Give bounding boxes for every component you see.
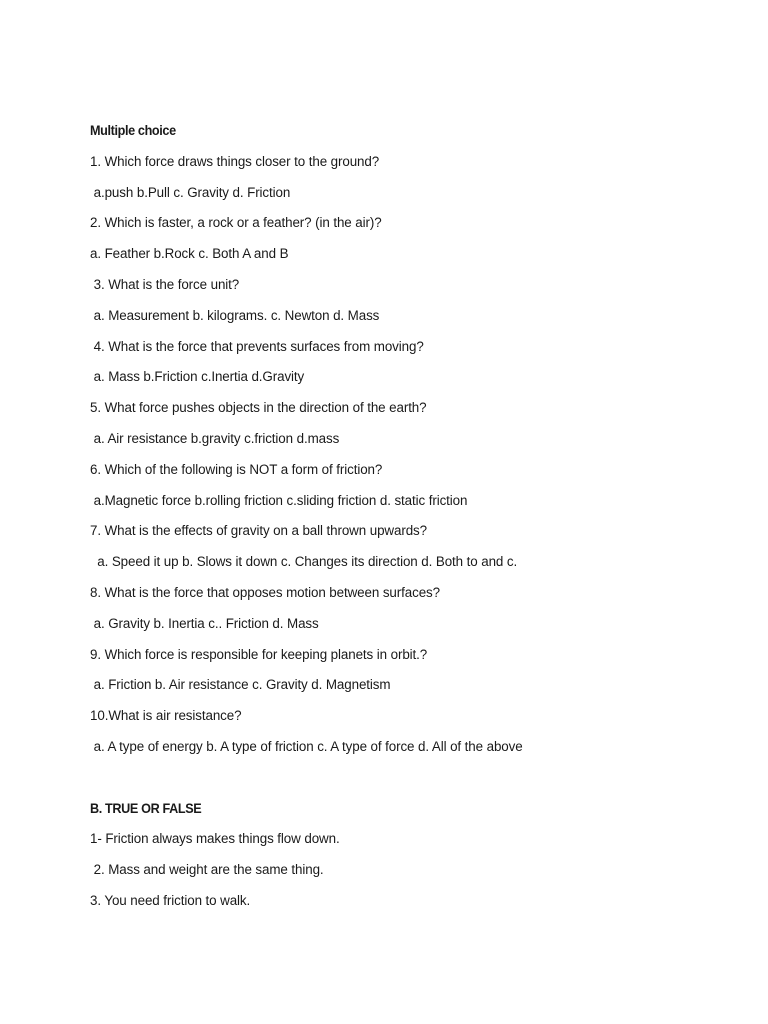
question-6: 6. Which of the following is NOT a form of friction? [90,461,383,477]
question-1-options: a.push b.Pull c. Gravity d. Friction [90,184,291,200]
question-8-options: a. Gravity b. Inertia c.. Friction d. Mass [90,615,319,631]
question-10: 10.What is air resistance? [90,708,242,724]
question-6-options: a.Magnetic force b.rolling friction c.sliding friction d. static friction [90,492,468,508]
question-5: 5. What force pushes objects in the direction of the earth? [90,400,427,416]
question-2: 2. Which is faster, a rock or a feather? (in the air)? [90,215,382,231]
question-2-options: a. Feather b.Rock c. Both A and B [90,246,289,262]
document-body [90,120,730,921]
question-9: 9. Which force is responsible for keeping planets in orbit.? [90,646,428,662]
question-4-options: a. Mass b.Friction c.Inertia d.Gravity [90,369,305,385]
statement-3: 3. You need friction to walk. [90,892,251,908]
question-3: 3. What is the force unit? [90,276,240,292]
statement-1: 1- Friction always makes things flow down. [90,831,340,847]
statement-2: 2. Mass and weight are the same thing. [90,862,324,878]
section-spacer [90,767,730,798]
question-3-options: a. Measurement b. kilograms. c. Newton d. Mass [90,307,380,323]
question-8: 8. What is the force that opposes motion between surfaces? [90,584,440,600]
question-5-options: a. Air resistance b.gravity c.friction d.mass [90,430,340,446]
question-4: 4. What is the force that prevents surfaces from moving? [90,338,424,354]
question-7-options: a. Speed it up b. Slows it down c. Changes its direction d. Both to and c. [90,554,518,570]
section-b-heading: B. TRUE OR FALSE [90,800,202,816]
question-9-options: a. Friction b. Air resistance c. Gravity d. Magnetism [90,677,391,693]
question-10-options: a. A type of energy b. A type of friction c. A type of force d. All of the above [90,738,523,754]
section-a-heading: Multiple choice [90,123,176,138]
question-1: 1. Which force draws things closer to the ground? [90,153,380,169]
question-7: 7. What is the effects of gravity on a ball thrown upwards? [90,523,427,539]
